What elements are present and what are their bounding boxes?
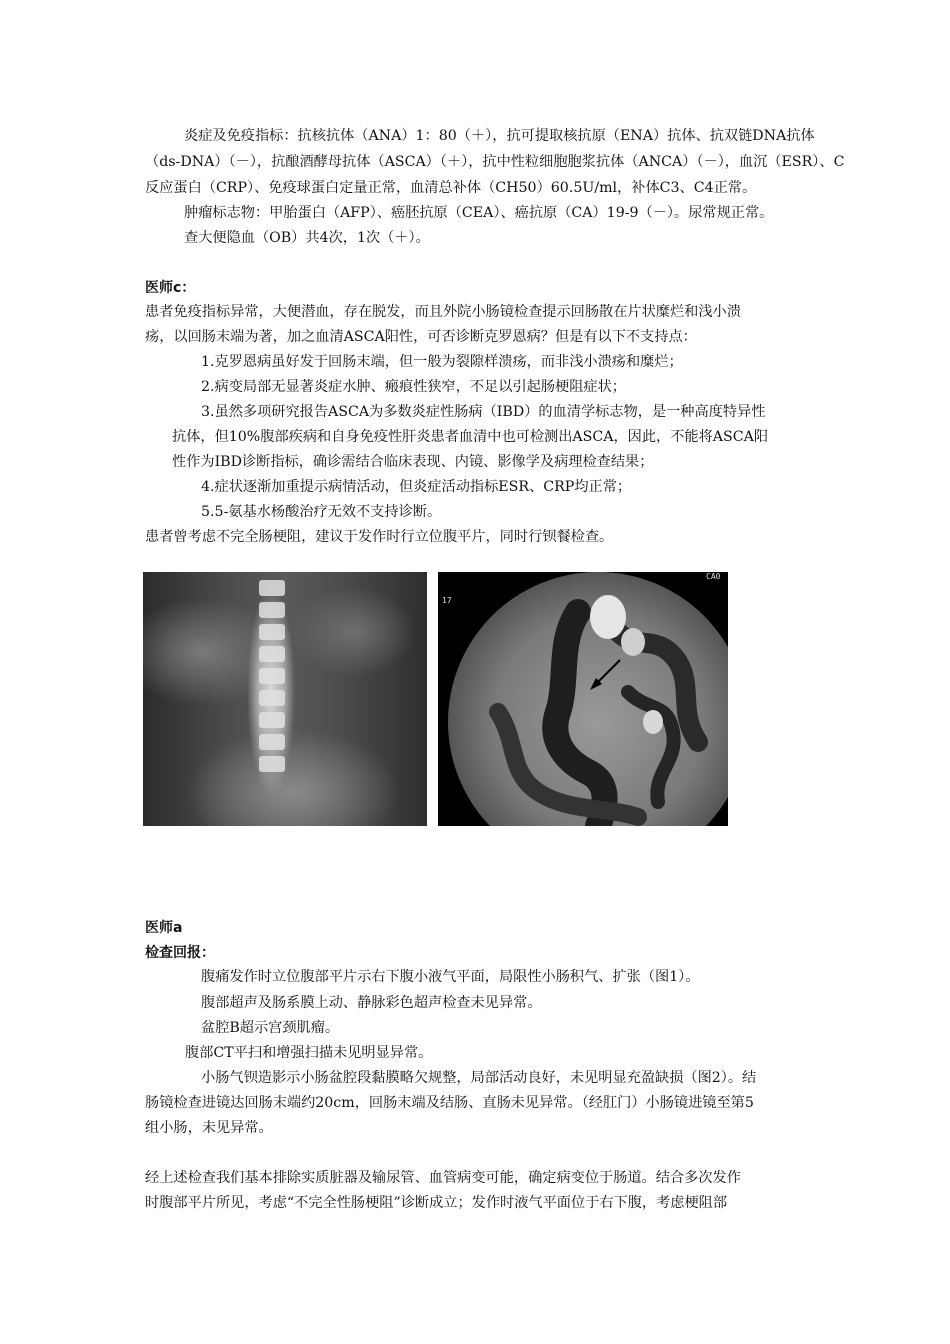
text-line: 患者曾考虑不完全肠梗阻，建议于发作时行立位腹平片，同时行钡餐检查。 xyxy=(145,529,614,545)
list-item: 3.虽然多项研究报告ASCA为多数炎症性肠病（IBD）的血清学标志物，是一种高度特异性 xyxy=(201,404,766,420)
text-line: 肿瘤标志物：甲胎蛋白（AFP）、癌胚抗原（CEA）、癌抗原（CA）19-9（－）。尿常规正常。 xyxy=(184,205,774,221)
section-heading: 医师a xyxy=(145,920,183,936)
section-subheading: 检查回报： xyxy=(145,945,215,961)
list-item-continued: 抗体，但10%腹部疾病和自身免疫性肝炎患者血清中也可检测出ASCA，因此，不能将ASCA阳 xyxy=(172,429,769,445)
text-line: 盆腔B超示宫颈肌瘤。 xyxy=(201,1020,340,1036)
figure-marker-text: 17 xyxy=(442,596,452,605)
figure-marker-text: CA0 xyxy=(706,572,721,581)
text-line: 腹部超声及肠系膜上动、静脉彩色超声检查未见异常。 xyxy=(201,995,542,1011)
text-line: 肠镜检查进镜达回肠末端约20cm，回肠末端及结肠、直肠未见异常。（经肛门）小肠镜进镜至第5 xyxy=(145,1095,754,1111)
list-item: 4.症状逐渐加重提示病情活动，但炎症活动指标ESR、CRP均正常； xyxy=(201,479,632,495)
section-heading: 医师c： xyxy=(145,280,196,296)
list-item: 1.克罗恩病虽好发于回肠末端，但一般为裂隙样溃疡，而非浅小溃疡和糜烂； xyxy=(201,354,683,370)
figure-divider xyxy=(427,572,438,826)
text-line: 疡，以回肠末端为著，加之血清ASCA阳性，可否诊断克罗恩病？但是有以下不支持点： xyxy=(145,329,697,345)
text-line: 反应蛋白（CRP）、免疫球蛋白定量正常，血清总补体（CH50）60.5U/ml，补体C3、C4正常。 xyxy=(145,180,757,196)
text-line: 组小肠，未见异常。 xyxy=(145,1120,273,1136)
text-line: （ds-DNA）（－），抗酿酒酵母抗体（ASCA）（＋），抗中性粒细胞胞浆抗体（ANCA）（－），血沉（ESR）、C xyxy=(145,154,845,170)
list-item-continued: 性作为IBD诊断指标，确诊需结合临床表现、内镜、影像学及病理检查结果； xyxy=(172,454,654,470)
list-item: 5.5-氨基水杨酸治疗无效不支持诊断。 xyxy=(201,504,442,520)
text-line: 经上述检查我们基本排除实质脏器及输尿管、血管病变可能，确定病变位于肠道。结合多次发作 xyxy=(145,1170,741,1186)
text-line: 查大便隐血（OB）共4次，1次（＋）。 xyxy=(184,230,430,246)
text-line: 小肠气钡造影示小肠盆腔段黏膜略欠规整，局部活动良好，未见明显充盈缺损（图2）。结 xyxy=(201,1070,757,1086)
text-line: 患者免疫指标异常，大便潜血，存在脱发，而且外院小肠镜检查提示回肠散在片状糜烂和浅小溃 xyxy=(145,304,741,320)
barium-contrast-image xyxy=(438,572,728,826)
list-item: 2.病变局部无显著炎症水肿、瘢痕性狭窄，不足以引起肠梗阻症状； xyxy=(201,379,626,395)
text-line: 时腹部平片所见，考虑“不完全性肠梗阻”诊断成立；发作时液气平面位于右下腹，考虑梗阻部 xyxy=(145,1195,728,1211)
text-line: 腹部CT平扫和增强扫描未见明显异常。 xyxy=(185,1045,433,1061)
abdominal-xray-image xyxy=(143,572,427,826)
text-line: 炎症及免疫指标：抗核抗体（ANA）1：80（＋），抗可提取核抗原（ENA）抗体、抗双链DNA抗体 xyxy=(184,128,815,144)
text-line: 腹痛发作时立位腹部平片示右下腹小液气平面，局限性小肠积气、扩张（图1）。 xyxy=(201,969,700,985)
